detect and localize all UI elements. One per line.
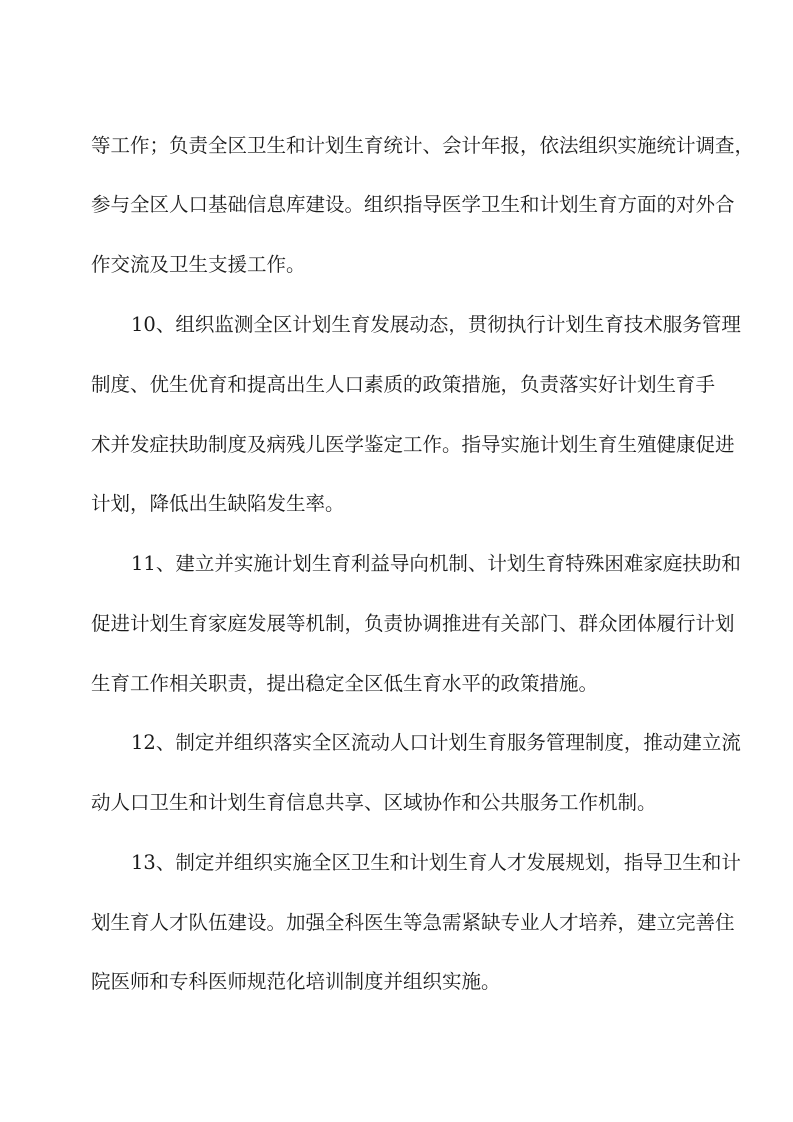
text-line: 10、组织监测全区计划生育发展动态，贯彻执行计划生育技术服务管理	[131, 313, 741, 336]
text-line: 院医师和专科医师规范化培训制度并组织实施。	[91, 970, 501, 993]
text-line: 动人口卫生和计划生育信息共享、区域协作和公共服务工作机制。	[91, 791, 657, 814]
text-line: 促进计划生育家庭发展等机制，负责协调推进有关部门、群众团体履行计划	[91, 612, 735, 635]
text-line: 划生育人才队伍建设。加强全科医生等急需紧缺专业人才培养，建立完善住	[91, 911, 735, 934]
text-line: 作交流及卫生支援工作。	[91, 253, 306, 276]
text-line: 12、制定并组织落实全区流动人口计划生育服务管理制度，推动建立流	[131, 731, 741, 754]
text-line: 制度、优生优育和提高出生人口素质的政策措施，负责落实好计划生育手	[91, 373, 716, 396]
text-line: 计划，降低出生缺陷发生率。	[91, 492, 345, 515]
text-line: 13、制定并组织实施全区卫生和计划生育人才发展规划，指导卫生和计	[131, 851, 741, 874]
text-line: 11、建立并实施计划生育利益导向机制、计划生育特殊困难家庭扶助和	[131, 552, 741, 575]
text-line: 参与全区人口基础信息库建设。组织指导医学卫生和计划生育方面的对外合	[91, 193, 735, 216]
text-line: 术并发症扶助制度及病残儿医学鉴定工作。指导实施计划生育生殖健康促进	[91, 433, 735, 456]
text-line: 生育工作相关职责，提出稳定全区低生育水平的政策措施。	[91, 672, 599, 695]
text-line: 等工作；负责全区卫生和计划生育统计、会计年报，依法组织实施统计调查，	[91, 134, 755, 157]
